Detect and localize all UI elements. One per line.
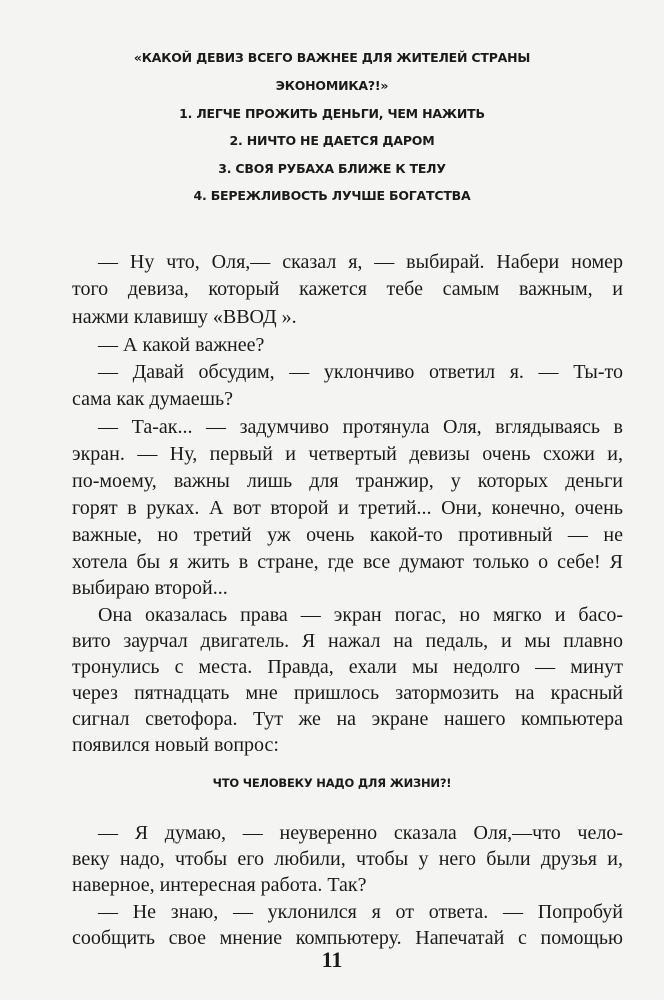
text-line: нажми клавишу «ВВОД ». (72, 306, 297, 328)
text-line: наверное, интересная работа. Так? (72, 874, 367, 896)
text-line: — Ну что, Оля,— сказал я, — выбирай. Набери номер (98, 251, 623, 273)
text-line: сигнал светофора. Тут же на экране нашего компьютера (72, 708, 623, 730)
question-line: ЭКОНОМИКА?!» (275, 78, 389, 93)
text-line: хотела бы я жить в стране, где все думают только о себе! Я (72, 551, 623, 573)
text-line: горят в руках. А вот второй и третий... Они, конечно, очень (72, 497, 623, 519)
question-line: «КАКОЙ ДЕВИЗ ВСЕГО ВАЖНЕЕ ДЛЯ ЖИТЕЛЕЙ СТРАНЫ (133, 50, 531, 65)
text-line: того девиза, который кажется тебе самым важным, и (72, 278, 623, 300)
option-3: 3. СВОЯ РУБАХА БЛИЖЕ К ТЕЛУ (218, 161, 446, 176)
page-number: 11 (321, 947, 343, 972)
option-1: 1. ЛЕГЧЕ ПРОЖИТЬ ДЕНЬГИ, ЧЕМ НАЖИТЬ (179, 106, 485, 121)
text-line: сообщить свое мнение компьютеру. Напечатай с помощью (72, 927, 623, 949)
option-2: 2. НИЧТО НЕ ДАЕТСЯ ДАРОМ (229, 133, 435, 148)
text-line: — Я думаю, — неуверенно сказала Оля,—что чело- (98, 822, 623, 844)
text-line: — Та-ак... — задумчиво протянула Оля, вглядываясь в (98, 416, 623, 438)
text-line: тронулись с места. Правда, ехали мы недолго — минут (72, 656, 623, 678)
option-4: 4. БЕРЕЖЛИВОСТЬ ЛУЧШЕ БОГАТСТВА (193, 188, 471, 203)
text-line: — А какой важнее? (98, 334, 265, 356)
text-line: выбираю второй... (72, 577, 228, 599)
text-line: через пятнадцать мне пришлось затормозить на красный (72, 682, 623, 704)
text-line: по-моему, важны лишь для транжир, у которых деньги (72, 470, 623, 492)
text-line: Она оказалась права — экран погас, но мягко и басо- (98, 604, 623, 626)
text-line: важные, но третий уж очень какой-то противный — не (72, 524, 623, 546)
text-line: вито заурчал двигатель. Я нажал на педаль, и мы плавно (72, 630, 623, 652)
text-line: веку надо, чтобы его любили, чтобы у него были друзья и, (72, 848, 623, 870)
text-line: сама как думаешь? (72, 388, 233, 410)
text-line: — Давай обсудим, — уклончиво ответил я. — Ты-то (98, 361, 623, 383)
text-line: экран. — Ну, первый и четвертый девизы очень схожи и, (72, 443, 623, 465)
text-line: — Не знаю, — уклонился я от ответа. — Попробуй (98, 901, 623, 923)
second-question: ЧТО ЧЕЛОВЕКУ НАДО ДЛЯ ЖИЗНИ?! (212, 776, 452, 790)
text-line: появился новый вопрос: (72, 734, 279, 756)
